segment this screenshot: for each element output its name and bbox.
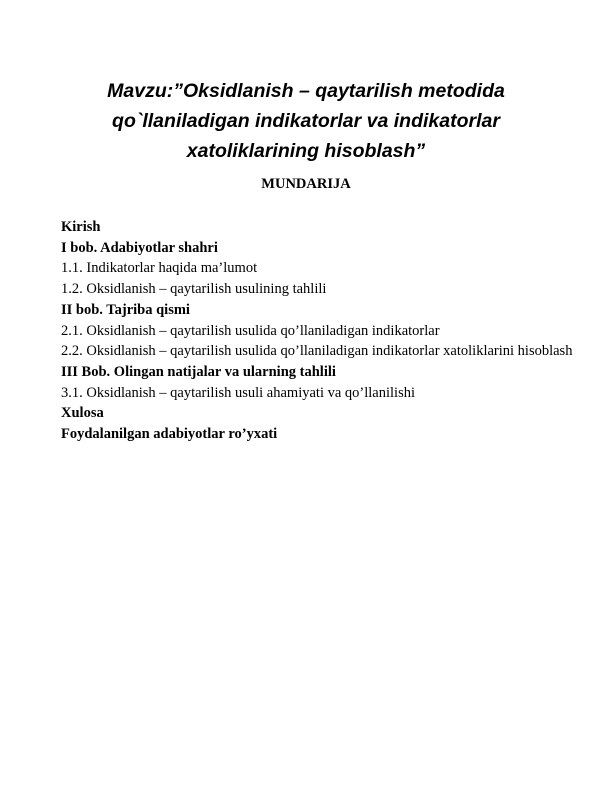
toc-item: 1.2. Oksidlanish – qaytarilish usulining tahlili [61,281,327,298]
toc-item: 2.2. Oksidlanish – qaytarilish usulida qo’llaniladigan indikatorlar xatoliklarini hisoblash [61,343,573,360]
toc-heading: MUNDARIJA [261,176,351,192]
toc-item: 2.1. Oksidlanish – qaytarilish usulida qo’llaniladigan indikatorlar [61,322,440,339]
toc-item: III Bob. Olingan natijalar va ularning tahlili [61,363,336,380]
title-line-2: qo`llaniladigan indikatorlar va indikatorlar [112,110,500,132]
title-line-1: Mavzu:”Oksidlanish – qaytarilish metodida [107,80,505,102]
table-of-contents [61,217,573,445]
toc-item: 1.1. Indikatorlar haqida ma’lumot [61,260,258,277]
toc-item: Xulosa [61,405,104,422]
toc-item: Kirish [61,219,101,235]
document-title [60,76,552,166]
title-line-3: xatoliklarining hisoblash” [186,140,426,162]
toc-item: Foydalanilgan adabiyotlar ro’yxati [61,426,278,443]
toc-item: I bob. Adabiyotlar shahri [61,239,218,256]
toc-item: 3.1. Oksidlanish – qaytarilish usuli ahamiyati va qo’llanilishi [61,384,415,401]
toc-item: II bob. Tajriba qismi [61,301,190,318]
